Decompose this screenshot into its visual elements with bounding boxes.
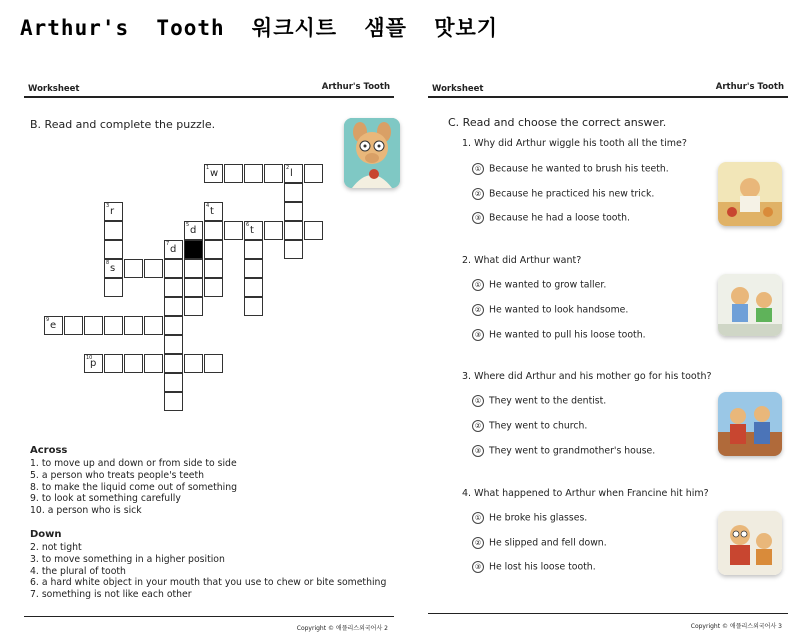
crossword-cell[interactable] (104, 221, 123, 240)
answer-option[interactable]: ① He broke his glasses. (472, 512, 587, 524)
crossword-cell[interactable] (244, 278, 263, 297)
across-clues (30, 458, 237, 517)
crossword-cell[interactable] (184, 354, 203, 373)
answer-option[interactable]: ③ They went to grandmother's house. (472, 445, 655, 457)
crossword-cell[interactable] (204, 240, 223, 259)
page-header-left: Worksheet (432, 84, 484, 94)
crossword-cell[interactable] (84, 316, 103, 335)
page-header-left: Worksheet (28, 84, 80, 94)
down-heading: Down (30, 529, 62, 540)
crossword-cell[interactable]: 4 t (204, 202, 223, 221)
crossword-cell[interactable] (284, 240, 303, 259)
crossword-cell[interactable] (284, 202, 303, 221)
crossword-cell[interactable] (284, 221, 303, 240)
crossword-cell[interactable] (64, 316, 83, 335)
crossword-cell[interactable] (104, 316, 123, 335)
crossword-cell[interactable]: 10 p (84, 354, 103, 373)
down-clues (30, 542, 386, 601)
crossword-cell[interactable] (224, 221, 243, 240)
crossword-cell[interactable] (184, 278, 203, 297)
crossword-cell[interactable]: 5 d (184, 221, 203, 240)
question-4: 4. What happened to Arthur when Francine hit him? (462, 488, 709, 499)
answer-option[interactable]: ② They went to church. (472, 420, 587, 432)
crossword-cell[interactable]: 1 w (204, 164, 223, 183)
answer-option[interactable]: ③ He wanted to pull his loose tooth. (472, 329, 646, 341)
crossword-cell[interactable]: 3 r (104, 202, 123, 221)
crossword-cell[interactable] (244, 297, 263, 316)
answer-option[interactable]: ③ He lost his loose tooth. (472, 561, 596, 573)
crossword-cell[interactable]: 9 e (44, 316, 63, 335)
story-illustration (718, 162, 782, 226)
crossword-cell[interactable] (124, 316, 143, 335)
answer-option[interactable]: ③ Because he had a loose tooth. (472, 212, 630, 224)
crossword-cell[interactable] (244, 164, 263, 183)
clue-item: 4. the plural of tooth (30, 565, 126, 577)
clue-item: 2. not tight (30, 542, 82, 553)
footer-rule (24, 616, 394, 617)
section-title-c: C. Read and choose the correct answer. (448, 116, 667, 129)
clue-item: 5. a person who treats people's teeth (30, 469, 205, 481)
answer-option[interactable]: ① They went to the dentist. (472, 395, 606, 407)
question-2: 2. What did Arthur want? (462, 255, 582, 266)
crossword-cell[interactable] (224, 164, 243, 183)
crossword-cell[interactable]: 6 t (244, 221, 263, 240)
worksheet-page-right (428, 78, 788, 636)
crossword-cell[interactable] (204, 354, 223, 373)
answer-option[interactable]: ② He slipped and fell down. (472, 537, 607, 549)
answer-option[interactable]: ① Because he wanted to brush his teeth. (472, 163, 669, 175)
page-title: Arthur's Tooth 워크시트 샘플 맛보기 (20, 16, 499, 40)
header-rule (428, 96, 788, 98)
crossword-cell[interactable] (164, 335, 183, 354)
story-illustration (718, 392, 782, 456)
crossword-cell[interactable] (104, 240, 123, 259)
across-heading: Across (30, 445, 68, 456)
answer-option[interactable]: ① He wanted to grow taller. (472, 279, 606, 291)
crossword-cell[interactable] (264, 164, 283, 183)
clue-item: 8. to make the liquid come out of something (30, 481, 238, 493)
story-illustration (718, 511, 782, 575)
crossword-cell[interactable]: 7 d (164, 240, 183, 259)
worksheet-page-left (24, 78, 394, 636)
crossword-cell[interactable] (164, 354, 183, 373)
crossword-cell[interactable] (164, 278, 183, 297)
arthur-illustration (344, 118, 400, 188)
crossword-cell[interactable] (104, 278, 123, 297)
page-header-right: Arthur's Tooth (321, 82, 390, 92)
crossword-cell[interactable] (304, 221, 323, 240)
crossword-cell[interactable] (244, 259, 263, 278)
footer-rule (428, 613, 788, 614)
crossword-cell[interactable] (124, 259, 143, 278)
crossword-cell[interactable] (104, 354, 123, 373)
crossword-cell[interactable] (164, 297, 183, 316)
crossword-cell[interactable] (144, 316, 163, 335)
crossword-cell[interactable] (304, 164, 323, 183)
crossword-cell[interactable] (164, 392, 183, 411)
crossword-cell[interactable] (184, 259, 203, 278)
crossword-black-cell (184, 240, 203, 259)
page-footer: Copyright © 애플리스외국어사 2 (296, 625, 388, 632)
crossword-cell[interactable] (244, 240, 263, 259)
clue-item: 9. to look at something carefully (30, 493, 181, 505)
crossword-cell[interactable] (164, 373, 183, 392)
page-footer: Copyright © 애플리스외국어사 3 (690, 623, 782, 630)
clue-item: 1. to move up and down or from side to side (30, 458, 237, 469)
crossword-cell[interactable] (204, 221, 223, 240)
crossword-cell[interactable] (184, 297, 203, 316)
question-3: 3. Where did Arthur and his mother go for his tooth? (462, 371, 712, 382)
clue-item: 10. a person who is sick (30, 505, 142, 517)
clue-item: 6. a hard white object in your mouth that you use to chew or bite something (30, 577, 387, 589)
clue-item: 3. to move something in a higher position (30, 553, 225, 565)
story-illustration (718, 274, 782, 336)
crossword-cell[interactable] (204, 259, 223, 278)
page-header-right: Arthur's Tooth (715, 82, 784, 92)
crossword-cell[interactable]: 2 l (284, 164, 303, 183)
answer-option[interactable]: ② Because he practiced his new trick. (472, 188, 654, 200)
answer-option[interactable]: ② He wanted to look handsome. (472, 304, 628, 316)
crossword-cell[interactable] (164, 259, 183, 278)
crossword-cell[interactable] (164, 316, 183, 335)
crossword-cell[interactable] (144, 354, 163, 373)
clue-item: 7. something is not like each other (30, 589, 192, 601)
crossword-cell[interactable] (264, 221, 283, 240)
header-rule (24, 96, 394, 98)
crossword-cell[interactable] (284, 183, 303, 202)
crossword-cell[interactable]: 8 s (104, 259, 123, 278)
question-1: 1. Why did Arthur wiggle his tooth all the time? (462, 138, 687, 149)
section-title-b: B. Read and complete the puzzle. (30, 118, 216, 131)
crossword-cell[interactable] (144, 259, 163, 278)
crossword-cell[interactable] (204, 278, 223, 297)
crossword-cell[interactable] (124, 354, 143, 373)
